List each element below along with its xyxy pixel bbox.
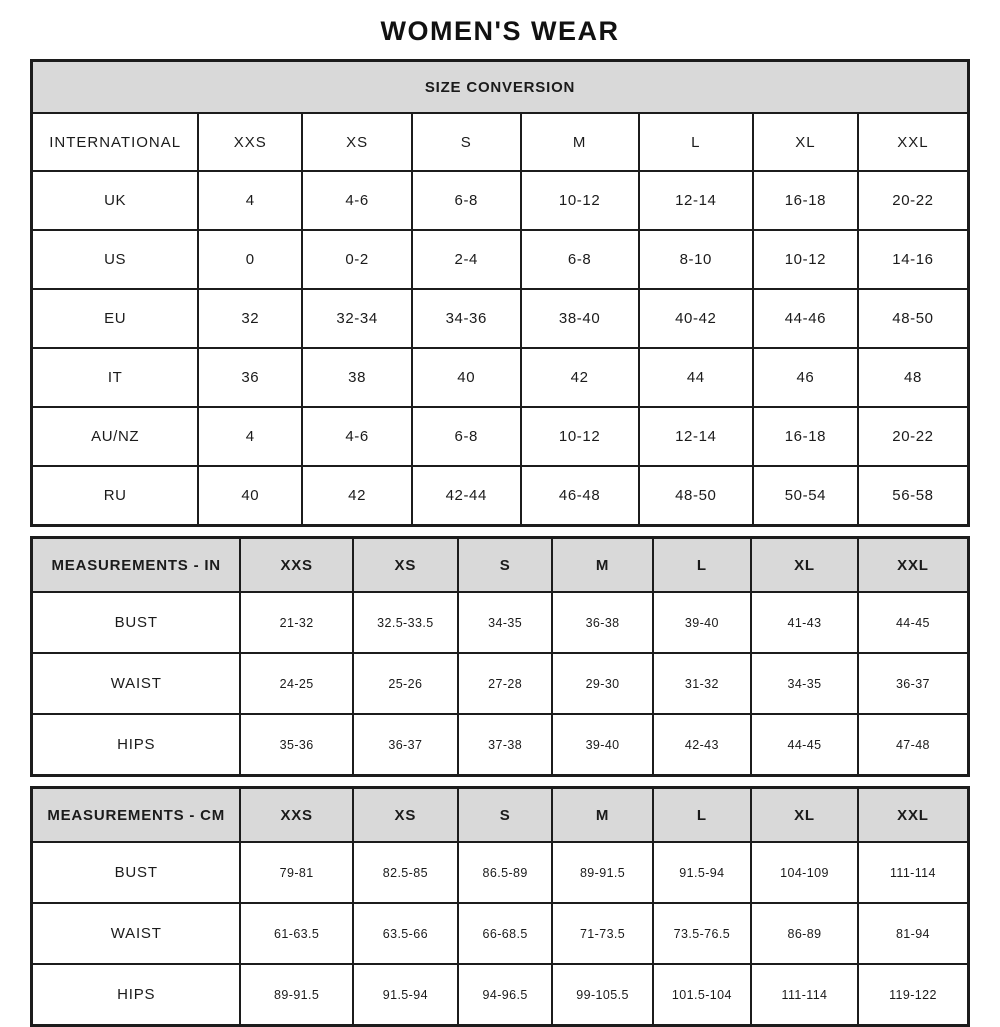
cell: 40 — [412, 348, 521, 407]
column-header-size: L — [653, 538, 751, 593]
cell: 6-8 — [412, 407, 521, 466]
column-header-size: L — [639, 113, 753, 171]
cell: 111-114 — [858, 842, 969, 903]
cell: 73.5-76.5 — [653, 903, 751, 964]
cell: 86-89 — [751, 903, 858, 964]
cell: 35-36 — [240, 714, 352, 776]
row-label: HIPS — [32, 714, 241, 776]
cell: 12-14 — [639, 171, 753, 230]
cell: 40 — [198, 466, 302, 526]
cell: 48-50 — [639, 466, 753, 526]
column-header-size: XXS — [240, 538, 352, 593]
cell: 16-18 — [753, 407, 858, 466]
cell: 12-14 — [639, 407, 753, 466]
table-row — [32, 348, 969, 407]
cell: 44-45 — [751, 714, 858, 776]
cell: 10-12 — [753, 230, 858, 289]
cell: 38 — [302, 348, 412, 407]
cell: 39-40 — [653, 592, 751, 653]
cell: 36-37 — [353, 714, 458, 776]
cell: 119-122 — [858, 964, 969, 1026]
cell: 91.5-94 — [653, 842, 751, 903]
cell: 46 — [753, 348, 858, 407]
cell: 24-25 — [240, 653, 352, 714]
cell: 71-73.5 — [552, 903, 652, 964]
cell: 44 — [639, 348, 753, 407]
cell: 48 — [858, 348, 969, 407]
column-header-size: XXS — [240, 788, 352, 843]
cell: 66-68.5 — [458, 903, 553, 964]
table-row — [32, 407, 969, 466]
cell: 32 — [198, 289, 302, 348]
cell: 32-34 — [302, 289, 412, 348]
cell: 42 — [302, 466, 412, 526]
cell: 99-105.5 — [552, 964, 652, 1026]
row-label: US — [32, 230, 199, 289]
column-header-size: M — [521, 113, 639, 171]
cell: 38-40 — [521, 289, 639, 348]
row-label: IT — [32, 348, 199, 407]
cell: 111-114 — [751, 964, 858, 1026]
row-label: AU/NZ — [32, 407, 199, 466]
cell: 36-38 — [552, 592, 652, 653]
cell: 46-48 — [521, 466, 639, 526]
table-row — [32, 466, 969, 526]
cell: 4 — [198, 407, 302, 466]
cell: 2-4 — [412, 230, 521, 289]
cell: 81-94 — [858, 903, 969, 964]
cell: 41-43 — [751, 592, 858, 653]
cell: 34-35 — [751, 653, 858, 714]
cell: 40-42 — [639, 289, 753, 348]
column-header-size: XXL — [858, 113, 969, 171]
cell: 0-2 — [302, 230, 412, 289]
cell: 27-28 — [458, 653, 553, 714]
cell: 86.5-89 — [458, 842, 553, 903]
column-header-size: XS — [353, 538, 458, 593]
cell: 21-32 — [240, 592, 352, 653]
table-row — [32, 289, 969, 348]
column-header-size: XXL — [858, 538, 969, 593]
cell: 4-6 — [302, 407, 412, 466]
cell: 50-54 — [753, 466, 858, 526]
cell: 6-8 — [412, 171, 521, 230]
table-header-label: MEASUREMENTS - CM — [32, 788, 241, 843]
column-header-size: M — [552, 788, 652, 843]
table-row — [32, 842, 969, 903]
column-header-size: L — [653, 788, 751, 843]
cell: 8-10 — [639, 230, 753, 289]
cell: 42-43 — [653, 714, 751, 776]
cell: 14-16 — [858, 230, 969, 289]
cell: 37-38 — [458, 714, 553, 776]
cell: 61-63.5 — [240, 903, 352, 964]
row-label: EU — [32, 289, 199, 348]
table-row — [32, 653, 969, 714]
cell: 63.5-66 — [353, 903, 458, 964]
cell: 16-18 — [753, 171, 858, 230]
column-header-size: XS — [302, 113, 412, 171]
table-row — [32, 592, 969, 653]
column-header-size: XS — [353, 788, 458, 843]
cell: 39-40 — [552, 714, 652, 776]
cell: 104-109 — [751, 842, 858, 903]
table-row — [32, 714, 969, 776]
row-label: WAIST — [32, 653, 241, 714]
cell: 0 — [198, 230, 302, 289]
page-title: WOMEN'S WEAR — [380, 16, 620, 46]
cell: 20-22 — [858, 407, 969, 466]
column-header-size: XL — [751, 538, 858, 593]
cell: 42 — [521, 348, 639, 407]
column-header-international: INTERNATIONAL — [32, 113, 199, 171]
cell: 34-35 — [458, 592, 553, 653]
cell: 56-58 — [858, 466, 969, 526]
cell: 89-91.5 — [240, 964, 352, 1026]
cell: 44-45 — [858, 592, 969, 653]
cell: 32.5-33.5 — [353, 592, 458, 653]
cell: 4 — [198, 171, 302, 230]
column-header-size: M — [552, 538, 652, 593]
cell: 36-37 — [858, 653, 969, 714]
column-header-size: S — [458, 538, 553, 593]
row-label: HIPS — [32, 964, 241, 1026]
column-header-size: XXL — [858, 788, 969, 843]
cell: 20-22 — [858, 171, 969, 230]
cell: 44-46 — [753, 289, 858, 348]
row-label: WAIST — [32, 903, 241, 964]
cell: 34-36 — [412, 289, 521, 348]
cell: 36 — [198, 348, 302, 407]
column-header-size: XXS — [198, 113, 302, 171]
cell: 10-12 — [521, 171, 639, 230]
column-header-size: XL — [751, 788, 858, 843]
column-header-size: S — [412, 113, 521, 171]
cell: 47-48 — [858, 714, 969, 776]
cell: 89-91.5 — [552, 842, 652, 903]
column-header-size: XL — [753, 113, 858, 171]
cell: 31-32 — [653, 653, 751, 714]
cell: 82.5-85 — [353, 842, 458, 903]
cell: 4-6 — [302, 171, 412, 230]
row-label: RU — [32, 466, 199, 526]
table-row — [32, 903, 969, 964]
cell: 91.5-94 — [353, 964, 458, 1026]
cell: 42-44 — [412, 466, 521, 526]
cell: 29-30 — [552, 653, 652, 714]
cell: 25-26 — [353, 653, 458, 714]
cell: 94-96.5 — [458, 964, 553, 1026]
column-header-size: S — [458, 788, 553, 843]
measurements-in-table — [30, 536, 970, 777]
row-label: UK — [32, 171, 199, 230]
cell: 6-8 — [521, 230, 639, 289]
row-label: BUST — [32, 592, 241, 653]
table-row — [32, 964, 969, 1026]
table-banner: SIZE CONVERSION — [32, 61, 969, 114]
table-row — [32, 171, 969, 230]
cell: 10-12 — [521, 407, 639, 466]
size-conversion-table — [30, 59, 970, 527]
cell: 48-50 — [858, 289, 969, 348]
cell: 101.5-104 — [653, 964, 751, 1026]
cell: 79-81 — [240, 842, 352, 903]
row-label: BUST — [32, 842, 241, 903]
measurements-cm-table — [30, 786, 970, 1027]
table-header-label: MEASUREMENTS - IN — [32, 538, 241, 593]
table-row — [32, 230, 969, 289]
